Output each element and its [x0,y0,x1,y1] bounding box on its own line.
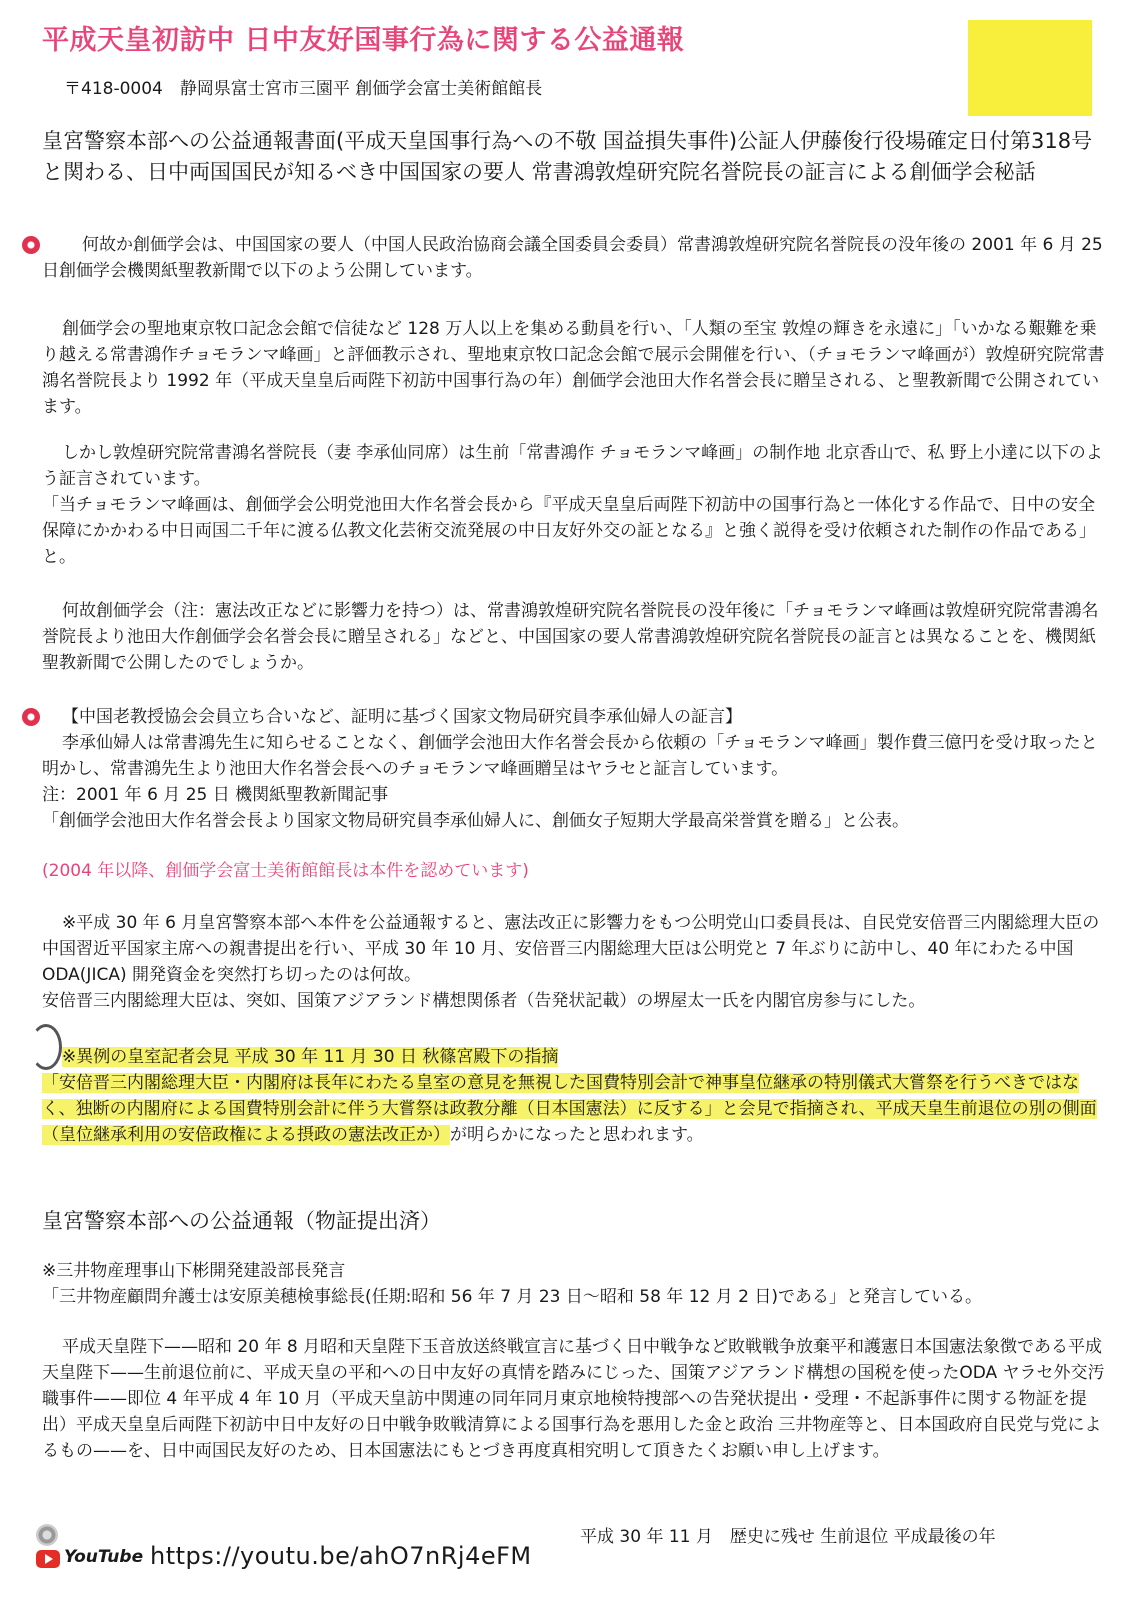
document-title: 平成天皇初訪中 日中友好国事行為に関する公益通報 [42,25,685,56]
press-conference-title-text: ※異例の皇室記者会見 平成 30 年 11 月 30 日 秋篠宮殿下の指摘 [62,1047,559,1067]
sticky-note [968,20,1092,116]
press-conference-body-highlight: 「安倍晋三内閣総理大臣・内閣府は長年にわたる皇室の意見を無視した国費特別会計で神事皇位継承の特別儀式大嘗祭を行うべきではなく、独断の内閣府による国費特別会計に伴う大嘗祭は政教分離（日本国憲法）に反する」と会見で指摘され、平成天皇生前退位の別の側面（皇位継承利用の安倍政権による摂政の憲法改正か） [42,1073,1097,1145]
testimony-title [42,704,1112,730]
paragraph-3b: 「当チョモランマ峰画は、創価学会公明党池田大作名誉会長から『平成天皇皇后両陛下初訪中の国事行為と一体化する作品で、日中の安全保障にかかわる中日両国二千年に渡る仏教文化芸術交流発展の中日友好外交の証となる』と強く説得を受け依頼された制作の作品である」と。 [42,495,1096,567]
youtube-link[interactable]: https://youtu.be/ahO7nRj4eFM [150,1542,532,1570]
paragraph-7a: ※平成 30 年 6 月皇宮警察本部へ本件を公益通報すると、憲法改正に影響力をもつ公明党山口委員長は、自民党安倍晋三内閣総理大臣の中国習近平国家主席への親書提出を行い、平成 30 年 10 月、安倍晋三内閣総理大臣は公明党と 7 年ぶりに訪中し、40 年にわたる中国 ODA(JICA) 開発資金を突然打ち切ったのは何故。 [42,913,1100,985]
paragraph-10: 平成天皇陛下——昭和 20 年 8 月昭和天皇陛下玉音放送終戦宣言に基づく日中戦争など敗戦戦争放棄平和護憲日本国憲法象徴である平成天皇陛下——生前退位前に、平成天皇の平和への日中友好の真情を踏みにじった、国策アジアランド構想の国税を使ったODA ヤラセ外交汚職事件——即位 4 年平成 4 年 10 月（平成天皇訪中関連の同年同月東京地検特捜部への告発状提出・受理・不起訴事件に関する物証を提出）平成天皇皇后両陛下初訪中日中友好の日中戦争敗戦清算による国事行為を悪用した金と政治 三井物産等と、日本国政府自民党与党によるもの——を、日中両国民友好のため、日本国憲法にもとづき再度真相究明して頂きたくお願い申し上げます。 [42,1337,1105,1461]
paragraph-9b: 「三井物産顧問弁護士は安原美穂検事総長(任期:昭和 56 年 7 月 23 日～昭和 58 年 12 月 2 日)である」と発言している。 [42,1287,982,1307]
press-conference-body-tail: が明らかになったと思われます。 [450,1125,704,1145]
press-conference-title [42,1044,1112,1070]
testimony-note: 注：2001 年 6 月 25 日 機関紙聖教新聞記事 [42,785,389,805]
footer-caption: 平成 30 年 11 月 歴史に残せ 生前退位 平成最後の年 [580,1527,996,1547]
testimony-title-text: 【中国老教授協会会員立ち合いなど、証明に基づく国家文物局研究員李承仙婦人の証言】 [62,707,742,727]
address: 〒418-0004 静岡県富士宮市三園平 創価学会富士美術館館長 [64,79,543,99]
press-conference-body [42,1070,1112,1148]
logo-mark-icon [36,1524,58,1546]
paragraph-7b: 安倍晋三内閣総理大臣は、突如、国策アジアランド構想関係者（告発状記載）の堺屋太一氏を内閣官房参与にした。 [42,991,926,1011]
bullet-icon [22,236,40,254]
document-heading: 皇宮警察本部への公益通報書面(平成天皇国事行為への不敬 国益損失事件)公証人伊藤俊行役場確定日付第318号と関わる、日中両国国民が知るべき中国国家の要人 常書鴻敦煌研究院名誉院長の証言による創価学会秘話 [42,129,1093,184]
paragraph-4: 何故創価学会（注：憲法改正などに影響力を持つ）は、常書鴻敦煌研究院名誉院長の没年後に「チョモランマ峰画は敦煌研究院常書鴻名誉院長より池田大作創価学会名誉会長に贈呈される」などと、中国国家の要人常書鴻敦煌研究院名誉院長の証言とは異なることを、機関紙聖教新聞で公開したのでしょうか。 [42,601,1099,673]
testimony-quote: 「創価学会池田大作名誉会長より国家文物局研究員李承仙婦人に、創価女子短期大学最高栄誉賞を贈る」と公表。 [42,811,909,831]
red-note: (2004 年以降、創価学会富士美術館館長は本件を認めています) [42,861,529,881]
bullet-icon [22,708,40,726]
paragraph-3a: しかし敦煌研究院常書鴻名誉院長（妻 李承仙同席）は生前「常書鴻作 チョモランマ峰画」の制作地 北京香山で、私 野上小達に以下のよう証言されています。 [42,443,1103,489]
paragraph-9a: ※三井物産理事山下彬開発建設部長発言 [42,1261,346,1281]
testimony-body: 李承仙婦人は常書鴻先生に知らせることなく、創価学会池田大作名誉会長から依頼の「チョモランマ峰画」製作費三億円を受け取ったと明かし、常書鴻先生より池田大作名誉会長へのチョモランマ峰画贈呈はヤラセと証言しています。 [42,733,1098,779]
paragraph-2: 創価学会の聖地東京牧口記念会館で信徒など 128 万人以上を集める動員を行い、「人類の至宝 敦煌の輝きを永遠に」「いかなる艱難を乗り越える常書鴻作チョモランマ峰画」と評価教示され、聖地東京牧口記念会館で展示会開催を行い、（チョモランマ峰画が）敦煌研究院常書鴻名誉院長より 1992 年（平成天皇皇后両陛下初訪中国事行為の年）創価学会池田大作名誉会長に贈呈される、と聖教新聞で公開されています。 [42,319,1105,417]
paragraph-1: 何故か創価学会は、中国国家の要人（中国人民政治協商会議全国委員会委員）常書鴻敦煌研究院名誉院長の没年後の 2001 年 6 月 25 日創価学会機関紙聖教新聞で以下のよう公開しています。 [42,235,1103,281]
youtube-label: YouTube [64,1547,144,1567]
youtube-icon [36,1550,60,1568]
section-heading: 皇宮警察本部への公益通報（物証提出済） [42,1209,441,1233]
